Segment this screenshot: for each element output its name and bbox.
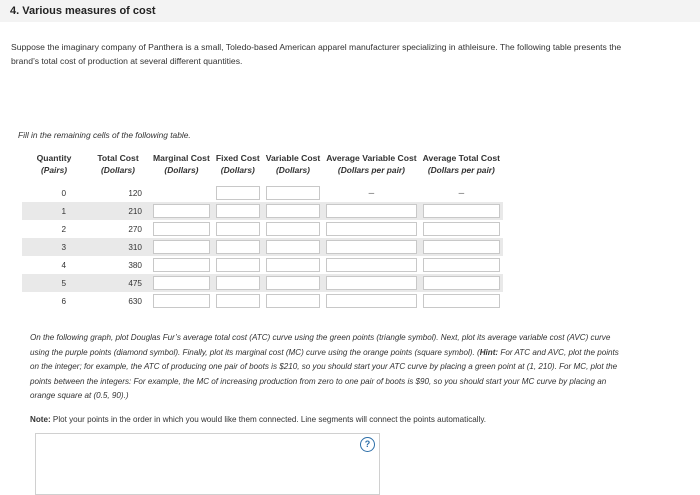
hint-label: Hint: (479, 347, 499, 357)
variable-cost-input[interactable] (263, 274, 323, 292)
table-row (22, 184, 503, 202)
header-fixed-cost: Fixed Cost (Dollars) (215, 153, 260, 175)
quantity-cell: 0 (61, 188, 66, 198)
fixed-cost-input[interactable] (213, 256, 263, 274)
atc-input[interactable] (420, 220, 503, 238)
fixed-cost-input[interactable] (213, 274, 263, 292)
question-title: 4. Various measures of cost (10, 5, 156, 17)
header-total-cost: Total Cost (Dollars) (97, 153, 139, 175)
table-row (22, 238, 503, 256)
cost-table (22, 152, 503, 310)
marginal-cost-input[interactable] (150, 292, 213, 310)
variable-cost-input[interactable] (263, 256, 323, 274)
total-cost-cell: 630 (128, 296, 142, 306)
total-cost-cell: 475 (86, 274, 150, 292)
avc-input[interactable] (323, 274, 419, 292)
graph-instructions: On the following graph, plot Douglas Fur’s average total cost (ATC) curve using the green points (triangle symbol). Next, plot its average variable cost (AVC) curve using the purple points (diamond symbol). Finally, plot its marginal cost (MC) curve using the orange points (square symbol). (Hint: For ATC and AVC, plot the points on the integer; for example, the ATC of producing one pair of boots is $210, so you should start your ATC curve by placing a green point at (1, 210). For MC, plot the points between the integers: For example, the MC of increasing production from zero to one pair of boots is $90, so you should start your MC curve by placing an orange square at (0.5, 90).) (30, 333, 619, 401)
header-marginal-cost: Marginal Cost (Dollars) (153, 153, 210, 175)
avc-input[interactable] (323, 238, 419, 256)
quantity-cell: 1 (22, 202, 86, 220)
table-row (22, 292, 503, 310)
fill-instructions: Fill in the remaining cells of the following table. (18, 130, 191, 140)
variable-cost-input[interactable] (263, 220, 323, 238)
total-cost-cell: 380 (128, 260, 142, 270)
avc-dash: – (368, 187, 375, 199)
header-average-variable-cost: Average Variable Cost (Dollars per pair) (326, 153, 417, 175)
total-cost-cell: 210 (86, 202, 150, 220)
marginal-cost-empty (150, 184, 213, 202)
avc-input[interactable] (323, 292, 419, 310)
atc-input[interactable] (420, 292, 503, 310)
atc-input[interactable] (420, 256, 503, 274)
graph-area[interactable] (35, 433, 380, 495)
header-average-total-cost: Average Total Cost (Dollars per pair) (422, 153, 501, 175)
marginal-cost-input[interactable] (150, 274, 213, 292)
atc-input[interactable] (420, 274, 503, 292)
table-row (22, 256, 503, 274)
quantity-cell: 6 (61, 296, 66, 306)
marginal-cost-input[interactable] (150, 256, 213, 274)
table-row (22, 202, 503, 220)
table-row (22, 274, 503, 292)
avc-input[interactable] (323, 220, 419, 238)
total-cost-cell: 120 (128, 188, 142, 198)
marginal-cost-input[interactable] (150, 220, 213, 238)
avc-input[interactable] (323, 256, 419, 274)
note-label: Note: (30, 415, 51, 424)
variable-cost-input[interactable] (263, 238, 323, 256)
header-quantity: Quantity (Pairs) (36, 153, 72, 175)
variable-cost-input[interactable] (263, 202, 323, 220)
header-variable-cost: Variable Cost (Dollars) (265, 153, 321, 175)
fixed-cost-input[interactable] (213, 184, 263, 202)
fixed-cost-input[interactable] (213, 238, 263, 256)
atc-dash: – (458, 187, 465, 199)
table-header-row (22, 152, 503, 184)
avc-input[interactable] (323, 202, 419, 220)
fixed-cost-input[interactable] (213, 202, 263, 220)
quantity-cell: 2 (61, 224, 66, 234)
help-button[interactable]: ? (360, 437, 375, 452)
atc-input[interactable] (420, 202, 503, 220)
variable-cost-input[interactable] (263, 184, 323, 202)
marginal-cost-input[interactable] (150, 202, 213, 220)
quantity-cell: 4 (61, 260, 66, 270)
total-cost-cell: 310 (86, 238, 150, 256)
quantity-cell: 5 (22, 274, 86, 292)
atc-input[interactable] (420, 238, 503, 256)
fixed-cost-input[interactable] (213, 220, 263, 238)
fixed-cost-input[interactable] (213, 292, 263, 310)
note-paragraph: Note: Plot your points in the order in which you would like them connected. Line segments will connect the points automatically. (30, 415, 487, 424)
marginal-cost-input[interactable] (150, 238, 213, 256)
variable-cost-input[interactable] (263, 292, 323, 310)
intro-paragraph: Suppose the imaginary company of Panthera is a small, Toledo-based American apparel manufacturer specializing in athleisure. The following table presents the brand’s total cost of production at several different quantities. (11, 42, 622, 66)
quantity-cell: 3 (22, 238, 86, 256)
table-row (22, 220, 503, 238)
total-cost-cell: 270 (128, 224, 142, 234)
